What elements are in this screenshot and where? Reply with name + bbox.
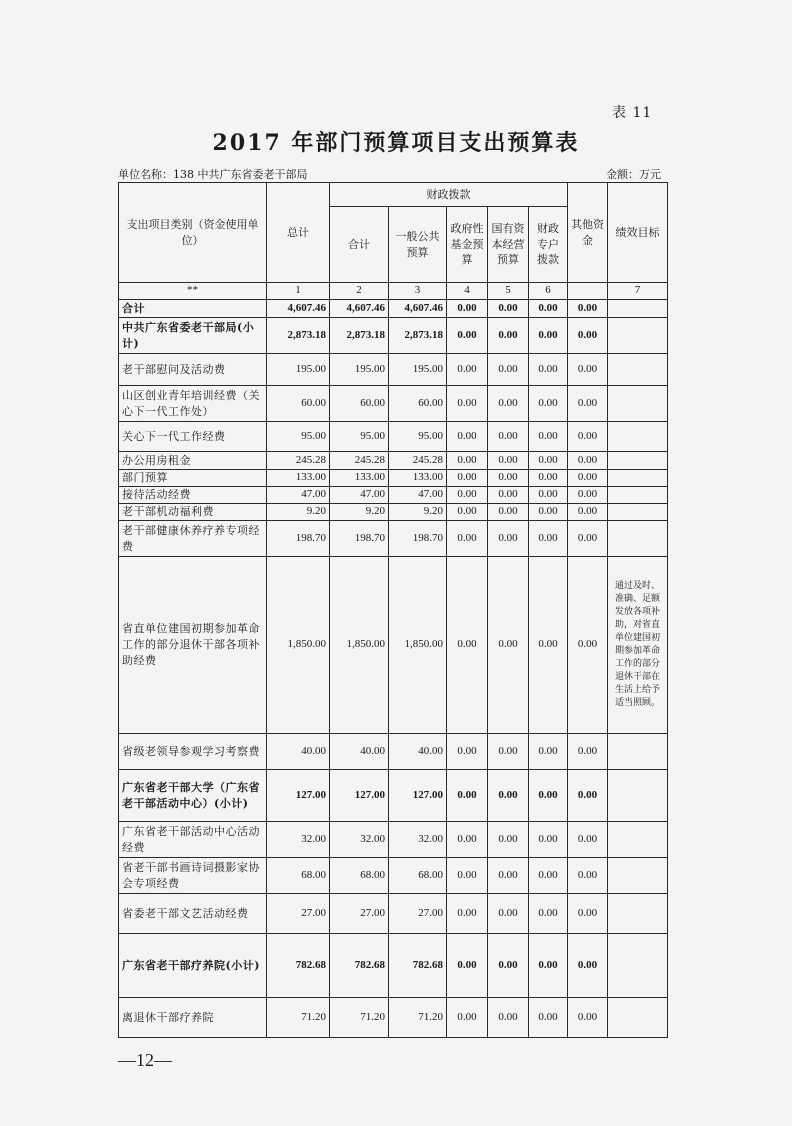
- value-cell: 40.00: [389, 734, 447, 770]
- performance-goal: [608, 934, 668, 998]
- performance-goal: [608, 300, 668, 318]
- value-cell: 0.00: [529, 452, 568, 470]
- value-cell: 195.00: [267, 354, 330, 386]
- table-row: [119, 318, 668, 354]
- index-cell: 7: [608, 283, 668, 300]
- value-cell: 0.00: [447, 934, 488, 998]
- value-cell: 95.00: [330, 422, 389, 452]
- value-cell: 195.00: [330, 354, 389, 386]
- value-cell: 68.00: [330, 858, 389, 894]
- value-cell: 0.00: [529, 770, 568, 822]
- value-cell: 0.00: [529, 734, 568, 770]
- performance-goal: [608, 422, 668, 452]
- unit-name: 单位名称：138 中共广东省委老干部局: [118, 168, 308, 181]
- value-cell: 9.20: [330, 504, 389, 521]
- value-cell: 1,850.00: [389, 557, 447, 734]
- value-cell: 0.00: [529, 557, 568, 734]
- index-row: [119, 283, 668, 300]
- index-cell: 6: [529, 283, 568, 300]
- table-row: [119, 386, 668, 422]
- value-cell: 0.00: [568, 422, 608, 452]
- value-cell: 0.00: [529, 504, 568, 521]
- value-cell: 0.00: [488, 770, 529, 822]
- value-cell: 0.00: [568, 822, 608, 858]
- header-other: 其他资金: [568, 183, 608, 283]
- value-cell: 9.20: [389, 504, 447, 521]
- table-row: [119, 934, 668, 998]
- value-cell: 0.00: [447, 557, 488, 734]
- value-cell: 0.00: [568, 521, 608, 557]
- table-row: [119, 470, 668, 487]
- value-cell: 0.00: [447, 386, 488, 422]
- index-cell: 1: [267, 283, 330, 300]
- table-row: [119, 354, 668, 386]
- table-row: [119, 894, 668, 934]
- value-cell: 1,850.00: [330, 557, 389, 734]
- row-label: 老干部慰问及活动费: [119, 354, 267, 386]
- header-state-capital: 国有资本经营预算: [488, 207, 529, 283]
- performance-goal: [608, 318, 668, 354]
- value-cell: 27.00: [267, 894, 330, 934]
- index-cell: 2: [330, 283, 389, 300]
- value-cell: 47.00: [389, 487, 447, 504]
- value-cell: 0.00: [529, 487, 568, 504]
- value-cell: 0.00: [529, 858, 568, 894]
- value-cell: 0.00: [529, 318, 568, 354]
- value-cell: 0.00: [447, 894, 488, 934]
- row-label: 老干部机动福利费: [119, 504, 267, 521]
- value-cell: 0.00: [447, 300, 488, 318]
- value-cell: 133.00: [267, 470, 330, 487]
- value-cell: 2,873.18: [330, 318, 389, 354]
- value-cell: 68.00: [389, 858, 447, 894]
- value-cell: 60.00: [389, 386, 447, 422]
- performance-goal: [608, 354, 668, 386]
- row-label: 省老干部书画诗词摄影家协会专项经费: [119, 858, 267, 894]
- value-cell: 0.00: [488, 422, 529, 452]
- header-subtotal: 合计: [330, 207, 389, 283]
- index-cell: 5: [488, 283, 529, 300]
- header-gov-fund: 政府性基金预算: [447, 207, 488, 283]
- performance-goal: [608, 894, 668, 934]
- value-cell: 0.00: [529, 300, 568, 318]
- value-cell: 0.00: [568, 557, 608, 734]
- value-cell: 68.00: [267, 858, 330, 894]
- value-cell: 198.70: [330, 521, 389, 557]
- value-cell: 0.00: [447, 487, 488, 504]
- value-cell: 0.00: [488, 858, 529, 894]
- row-label: 部门预算: [119, 470, 267, 487]
- table-row: [119, 504, 668, 521]
- table-row: [119, 822, 668, 858]
- value-cell: 0.00: [488, 452, 529, 470]
- value-cell: 0.00: [529, 386, 568, 422]
- performance-goal: [608, 487, 668, 504]
- performance-goal: [608, 452, 668, 470]
- value-cell: 0.00: [447, 318, 488, 354]
- value-cell: 0.00: [568, 300, 608, 318]
- performance-goal: [608, 822, 668, 858]
- row-label: 山区创业青年培训经费（关心下一代工作处）: [119, 386, 267, 422]
- value-cell: 0.00: [529, 894, 568, 934]
- performance-goal: [608, 998, 668, 1038]
- index-cell: 4: [447, 283, 488, 300]
- row-label: 省委老干部文艺活动经费: [119, 894, 267, 934]
- row-label: 合计: [119, 300, 267, 318]
- performance-goal: [608, 770, 668, 822]
- performance-goal: [608, 858, 668, 894]
- value-cell: 60.00: [267, 386, 330, 422]
- value-cell: 95.00: [389, 422, 447, 452]
- value-cell: 127.00: [267, 770, 330, 822]
- value-cell: 0.00: [568, 487, 608, 504]
- header-general: 一般公共预算: [389, 207, 447, 283]
- value-cell: 4,607.46: [330, 300, 389, 318]
- value-cell: 0.00: [447, 504, 488, 521]
- row-label: 离退休干部疗养院: [119, 998, 267, 1038]
- row-label: 关心下一代工作经费: [119, 422, 267, 452]
- value-cell: 32.00: [389, 822, 447, 858]
- value-cell: 0.00: [488, 354, 529, 386]
- value-cell: 0.00: [447, 770, 488, 822]
- value-cell: 95.00: [267, 422, 330, 452]
- value-cell: 47.00: [267, 487, 330, 504]
- value-cell: 1,850.00: [267, 557, 330, 734]
- performance-goal: [608, 504, 668, 521]
- row-label: 老干部健康休养疗养专项经费: [119, 521, 267, 557]
- value-cell: 2,873.18: [267, 318, 330, 354]
- value-cell: 0.00: [529, 470, 568, 487]
- value-cell: 0.00: [568, 386, 608, 422]
- value-cell: 782.68: [389, 934, 447, 998]
- value-cell: 2,873.18: [389, 318, 447, 354]
- value-cell: 0.00: [447, 998, 488, 1038]
- value-cell: 0.00: [488, 470, 529, 487]
- value-cell: 0.00: [447, 734, 488, 770]
- value-cell: 27.00: [389, 894, 447, 934]
- performance-goal: [608, 386, 668, 422]
- value-cell: 0.00: [447, 822, 488, 858]
- page-number: —12—: [118, 1050, 172, 1070]
- value-cell: 4,607.46: [267, 300, 330, 318]
- value-cell: 0.00: [568, 504, 608, 521]
- value-cell: 0.00: [529, 422, 568, 452]
- page-title: 2017 年部门预算项目支出预算表: [212, 130, 580, 156]
- amount-unit: 金额：万元: [606, 168, 661, 181]
- value-cell: 0.00: [529, 822, 568, 858]
- value-cell: 0.00: [568, 354, 608, 386]
- value-cell: 0.00: [488, 734, 529, 770]
- value-cell: 0.00: [447, 422, 488, 452]
- index-cell: [568, 283, 608, 300]
- table-row: [119, 422, 668, 452]
- value-cell: 782.68: [267, 934, 330, 998]
- value-cell: 0.00: [568, 934, 608, 998]
- index-cell: **: [119, 283, 267, 300]
- value-cell: 198.70: [267, 521, 330, 557]
- value-cell: 195.00: [389, 354, 447, 386]
- value-cell: 0.00: [447, 521, 488, 557]
- value-cell: 0.00: [568, 894, 608, 934]
- value-cell: 0.00: [488, 386, 529, 422]
- value-cell: 0.00: [568, 734, 608, 770]
- row-label: 广东省老干部疗养院(小计): [119, 934, 267, 998]
- value-cell: 0.00: [488, 894, 529, 934]
- value-cell: 0.00: [568, 318, 608, 354]
- header-fiscal-group: 财政拨款: [330, 183, 568, 207]
- value-cell: 0.00: [488, 998, 529, 1038]
- value-cell: 0.00: [488, 557, 529, 734]
- value-cell: 0.00: [529, 354, 568, 386]
- value-cell: 0.00: [488, 822, 529, 858]
- value-cell: 0.00: [488, 487, 529, 504]
- table-row: [119, 734, 668, 770]
- header-performance: 绩效目标: [608, 183, 668, 283]
- value-cell: 9.20: [267, 504, 330, 521]
- table-row: [119, 452, 668, 470]
- value-cell: 32.00: [330, 822, 389, 858]
- value-cell: 0.00: [529, 521, 568, 557]
- value-cell: 71.20: [267, 998, 330, 1038]
- table-row: [119, 557, 668, 734]
- table-row: [119, 770, 668, 822]
- performance-goal: 通过及时、准确、足额发放各项补助，对省直单位建国初期参加革命工作的部分退休干部在生活上给予适当照顾。: [608, 557, 668, 734]
- header-category: 支出项目类别（资金使用单位）: [119, 183, 267, 283]
- table-row: [119, 998, 668, 1038]
- value-cell: 0.00: [447, 354, 488, 386]
- value-cell: 0.00: [568, 858, 608, 894]
- header-total: 总计: [267, 183, 330, 283]
- performance-goal: [608, 521, 668, 557]
- value-cell: 0.00: [568, 770, 608, 822]
- row-label: 省级老领导参观学习考察费: [119, 734, 267, 770]
- value-cell: 0.00: [488, 300, 529, 318]
- row-label: 广东省老干部大学（广东省老干部活动中心）(小计): [119, 770, 267, 822]
- value-cell: 245.28: [267, 452, 330, 470]
- row-label: 中共广东省委老干部局(小计): [119, 318, 267, 354]
- value-cell: 133.00: [330, 470, 389, 487]
- value-cell: 27.00: [330, 894, 389, 934]
- value-cell: 0.00: [488, 934, 529, 998]
- row-label: 接待活动经费: [119, 487, 267, 504]
- budget-table: [118, 182, 668, 1038]
- table-row: [119, 300, 668, 318]
- value-cell: 0.00: [529, 998, 568, 1038]
- value-cell: 198.70: [389, 521, 447, 557]
- value-cell: 0.00: [568, 998, 608, 1038]
- value-cell: 0.00: [488, 318, 529, 354]
- value-cell: 0.00: [488, 521, 529, 557]
- value-cell: 71.20: [389, 998, 447, 1038]
- table-row: [119, 521, 668, 557]
- value-cell: 40.00: [267, 734, 330, 770]
- value-cell: 133.00: [389, 470, 447, 487]
- value-cell: 245.28: [389, 452, 447, 470]
- value-cell: 0.00: [447, 452, 488, 470]
- value-cell: 4,607.46: [389, 300, 447, 318]
- value-cell: 47.00: [330, 487, 389, 504]
- value-cell: 127.00: [330, 770, 389, 822]
- value-cell: 60.00: [330, 386, 389, 422]
- value-cell: 71.20: [330, 998, 389, 1038]
- value-cell: 0.00: [447, 470, 488, 487]
- row-label: 省直单位建国初期参加革命工作的部分退休干部各项补助经费: [119, 557, 267, 734]
- value-cell: 40.00: [330, 734, 389, 770]
- value-cell: 0.00: [529, 934, 568, 998]
- value-cell: 0.00: [568, 452, 608, 470]
- table-row: [119, 487, 668, 504]
- index-cell: 3: [389, 283, 447, 300]
- value-cell: 0.00: [568, 470, 608, 487]
- performance-goal: [608, 734, 668, 770]
- value-cell: 32.00: [267, 822, 330, 858]
- value-cell: 0.00: [447, 858, 488, 894]
- header-special: 财政专户拨款: [529, 207, 568, 283]
- table-row: [119, 858, 668, 894]
- table-number: 表 11: [612, 105, 653, 121]
- value-cell: 245.28: [330, 452, 389, 470]
- row-label: 办公用房租金: [119, 452, 267, 470]
- performance-goal: [608, 470, 668, 487]
- value-cell: 0.00: [488, 504, 529, 521]
- value-cell: 782.68: [330, 934, 389, 998]
- value-cell: 127.00: [389, 770, 447, 822]
- row-label: 广东省老干部活动中心活动经费: [119, 822, 267, 858]
